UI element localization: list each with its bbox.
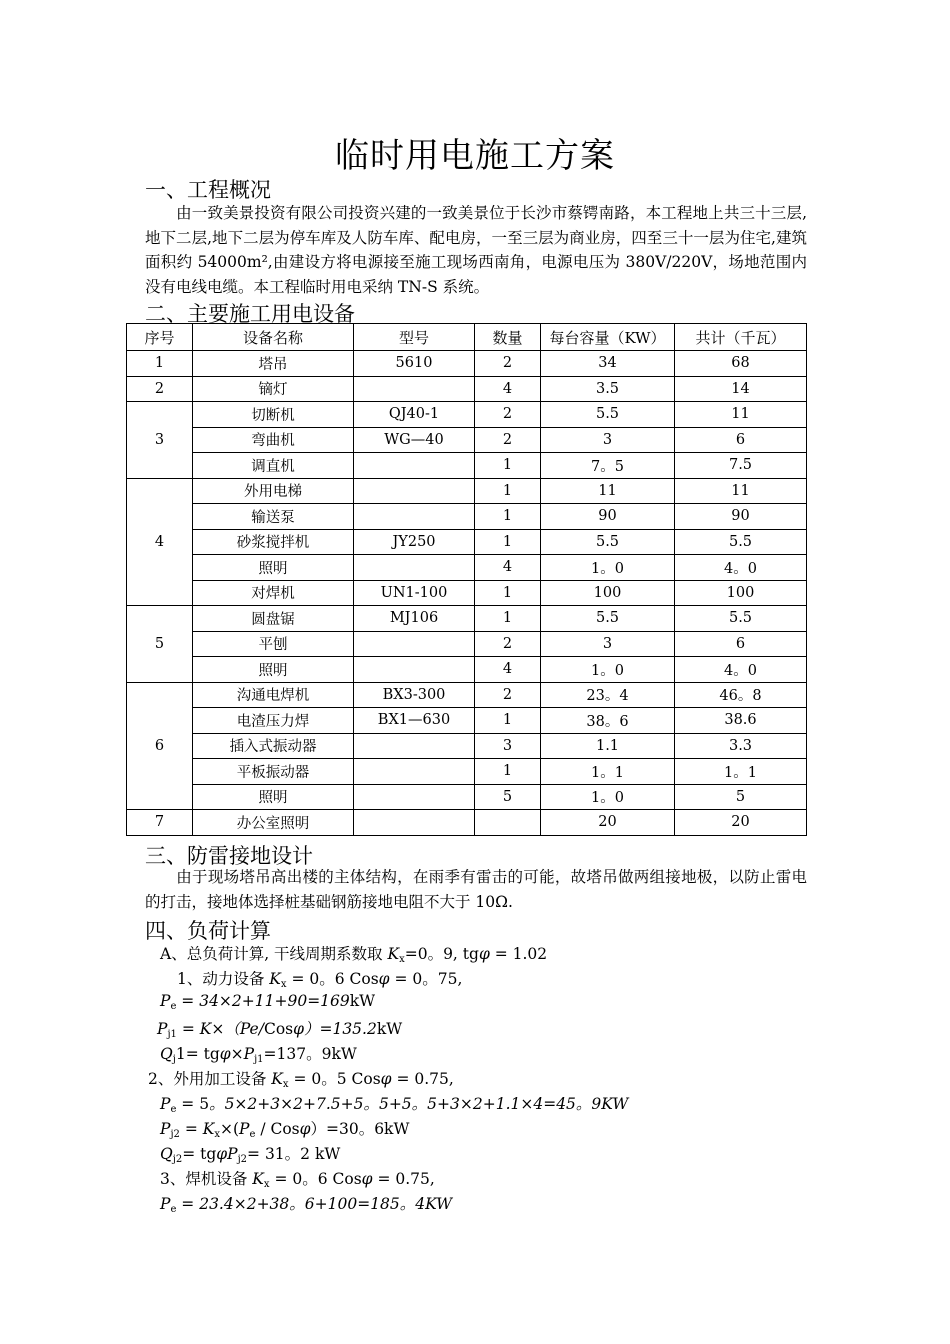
table-row (127, 529, 807, 555)
table-cell: 5.5 (541, 606, 675, 632)
calc-group3-title: 3、焊机设备 $K_x = 0$。6 Cosφ = 0.75, (160, 1170, 435, 1190)
table-cell: 38.6 (675, 708, 807, 734)
table-row (127, 708, 807, 734)
table-cell (354, 657, 475, 683)
table-cell: 5 (675, 784, 807, 810)
calc-group1-pj: $P_{j1} = K\times(Pe/Cos\varphi)=135.2kW$ (157, 1020, 403, 1040)
table-cell: 1。0 (541, 784, 675, 810)
table-cell: 照明 (193, 784, 354, 810)
table-cell (354, 759, 475, 785)
table-cell: 3 (541, 631, 675, 657)
page-title: 临时用电施工方案 (335, 136, 615, 176)
table-header-cell: 每台容量（KW） (541, 324, 675, 351)
table-cell (354, 784, 475, 810)
calc-group1-pe: $P_e = 34\times 2+11+90=169kW$ (160, 992, 376, 1012)
table-cell: 2 (475, 682, 541, 708)
lightning-paragraph (145, 865, 807, 914)
table-cell: 90 (541, 504, 675, 530)
table-cell-index: 1 (127, 351, 193, 377)
table-cell: 2 (475, 427, 541, 453)
table-cell: 砂浆搅拌机 (193, 529, 354, 555)
table-row (127, 478, 807, 504)
table-cell: 沟通电焊机 (193, 682, 354, 708)
table-cell-index: 6 (127, 682, 193, 810)
table-header-cell: 序号 (127, 324, 193, 351)
table-cell: 1 (475, 478, 541, 504)
table-cell: 1 (475, 453, 541, 479)
calc-group1-title: 1、动力设备 $K_x = 0$。6 Cosφ = 0。75, (177, 970, 463, 990)
table-cell (354, 555, 475, 581)
section-heading-equipment: 二、主要施工用电设备 (145, 302, 355, 326)
table-cell (475, 810, 541, 836)
table-cell: 4 (475, 376, 541, 402)
calc-group2-pe: $P_e = 5$。5×2+3×2+7.5+5。5+5。5+3×2+1.1×4=45。9KW (160, 1095, 629, 1115)
table-row (127, 351, 807, 377)
table-cell: 3.3 (675, 733, 807, 759)
table-cell: 办公室照明 (193, 810, 354, 836)
section-heading-lightning: 三、防雷接地设计 (145, 844, 313, 868)
equipment-table (126, 323, 807, 836)
table-cell (354, 631, 475, 657)
table-cell (354, 504, 475, 530)
table-cell: 输送泵 (193, 504, 354, 530)
table-cell: 20 (541, 810, 675, 836)
table-cell: 1。0 (541, 657, 675, 683)
section-heading-overview: 一、工程概况 (145, 178, 271, 202)
table-cell: 1 (475, 504, 541, 530)
table-cell: 7。5 (541, 453, 675, 479)
table-row (127, 453, 807, 479)
table-cell: 平板振动器 (193, 759, 354, 785)
table-cell-index: 2 (127, 376, 193, 402)
table-cell: 7.5 (675, 453, 807, 479)
table-cell: 1。0 (541, 555, 675, 581)
table-cell: 镝灯 (193, 376, 354, 402)
table-cell (354, 810, 475, 836)
table-cell: 4 (475, 657, 541, 683)
table-cell: JY250 (354, 529, 475, 555)
calc-line-a: A、总负荷计算, 干线周期系数取 $K_x=0$。9, tgφ = 1.02 (160, 945, 548, 965)
table-cell: 5.5 (541, 402, 675, 428)
table-cell: 4。0 (675, 555, 807, 581)
table-cell (354, 478, 475, 504)
table-cell: 平刨 (193, 631, 354, 657)
calc-group2-pj: $P_{j2} = K_x\times(P_e / Cos\varphi)=30$。6kW (160, 1120, 410, 1140)
table-row (127, 631, 807, 657)
lightning-text: 由于现场塔吊高出楼的主体结构，在雨季有雷击的可能，故塔吊做两组接地极，以防止雷电的打击，接地体选择桩基础钢筋接地电阻不大于 10Ω. (145, 868, 807, 911)
table-cell: 插入式振动器 (193, 733, 354, 759)
table-row (127, 427, 807, 453)
table-cell: 调直机 (193, 453, 354, 479)
table-cell: 4。0 (675, 657, 807, 683)
table-cell: 20 (675, 810, 807, 836)
table-header-cell: 数量 (475, 324, 541, 351)
table-cell: 1。1 (541, 759, 675, 785)
table-cell (354, 376, 475, 402)
table-cell: 5610 (354, 351, 475, 377)
table-cell: 弯曲机 (193, 427, 354, 453)
table-row (127, 580, 807, 606)
table-cell: 100 (541, 580, 675, 606)
table-cell: 电渣压力焊 (193, 708, 354, 734)
table-cell: 1 (475, 759, 541, 785)
table-cell: 3.5 (541, 376, 675, 402)
table-cell: 11 (541, 478, 675, 504)
table-cell: 1。1 (675, 759, 807, 785)
table-cell: 5.5 (675, 529, 807, 555)
table-header-row (127, 324, 807, 351)
table-cell: WG—40 (354, 427, 475, 453)
table-row (127, 810, 807, 836)
table-cell: 塔吊 (193, 351, 354, 377)
table-cell: 2 (475, 402, 541, 428)
table-cell: 90 (675, 504, 807, 530)
calc-group1-qj: $Q_j1= tg\varphi\times P_{j1}=137$。9kW (160, 1045, 357, 1065)
table-cell: 5 (475, 784, 541, 810)
table-header-cell: 型号 (354, 324, 475, 351)
table-cell: 6 (675, 631, 807, 657)
table-cell: 23。4 (541, 682, 675, 708)
table-row (127, 402, 807, 428)
table-cell: 11 (675, 402, 807, 428)
table-cell: QJ40-1 (354, 402, 475, 428)
table-cell-index: 5 (127, 606, 193, 683)
table-cell: 1 (475, 708, 541, 734)
table-cell: 3 (541, 427, 675, 453)
table-cell: 外用电梯 (193, 478, 354, 504)
table-cell: 圆盘锯 (193, 606, 354, 632)
table-header-cell: 设备名称 (193, 324, 354, 351)
table-row (127, 657, 807, 683)
table-cell: 1 (475, 529, 541, 555)
table-cell: 11 (675, 478, 807, 504)
calc-group2-title: 2、外用加工设备 $K_x = 0$。5 Cosφ = 0.75, (148, 1070, 454, 1090)
overview-text: 由一致美景投资有限公司投资兴建的一致美景位于长沙市蔡锷南路，本工程地上共三十三层,地下二层,地下二层为停车库及人防车库、配电房，一至三层为商业房，四至三十一层为住宅,建筑面积约 54000m²,由建设方将电源接至施工现场西南角，电源电压为 380V/220V，场地范围内没有电线电缆。本工程临时用电采纳 TN-S 系统。 (145, 204, 807, 296)
table-row (127, 759, 807, 785)
table-cell (354, 733, 475, 759)
section-heading-load: 四、负荷计算 (145, 919, 271, 943)
calc-group3-pe: $P_e = 23.4\times 2+38$。6+100=185。4KW (160, 1195, 453, 1215)
table-cell-index: 3 (127, 402, 193, 479)
table-row (127, 606, 807, 632)
table-cell (354, 453, 475, 479)
table-cell-index: 7 (127, 810, 193, 836)
table-cell: BX3-300 (354, 682, 475, 708)
table-cell: MJ106 (354, 606, 475, 632)
table-cell: 34 (541, 351, 675, 377)
table-cell: 2 (475, 351, 541, 377)
table-cell: 1 (475, 580, 541, 606)
table-cell: UN1-100 (354, 580, 475, 606)
table-cell: 3 (475, 733, 541, 759)
table-cell: 46。8 (675, 682, 807, 708)
table-header-cell: 共计（千瓦） (675, 324, 807, 351)
table-cell: 1 (475, 606, 541, 632)
table-row (127, 376, 807, 402)
table-row (127, 682, 807, 708)
table-cell: 2 (475, 631, 541, 657)
calc-group2-qj: $Q_{j2}= tg\varphi P_{j2}= 31$。2 kW (160, 1145, 341, 1165)
table-row (127, 504, 807, 530)
overview-paragraph (145, 201, 807, 299)
table-cell: BX1—630 (354, 708, 475, 734)
table-cell: 14 (675, 376, 807, 402)
table-row (127, 555, 807, 581)
table-cell: 对焊机 (193, 580, 354, 606)
table-row (127, 784, 807, 810)
table-cell: 5.5 (675, 606, 807, 632)
table-cell: 切断机 (193, 402, 354, 428)
table-row (127, 733, 807, 759)
table-cell: 38。6 (541, 708, 675, 734)
table-cell: 照明 (193, 555, 354, 581)
table-cell: 100 (675, 580, 807, 606)
table-cell: 4 (475, 555, 541, 581)
table-cell: 5.5 (541, 529, 675, 555)
table-cell: 1.1 (541, 733, 675, 759)
table-cell: 照明 (193, 657, 354, 683)
table-cell: 6 (675, 427, 807, 453)
table-cell-index: 4 (127, 478, 193, 606)
table-cell: 68 (675, 351, 807, 377)
